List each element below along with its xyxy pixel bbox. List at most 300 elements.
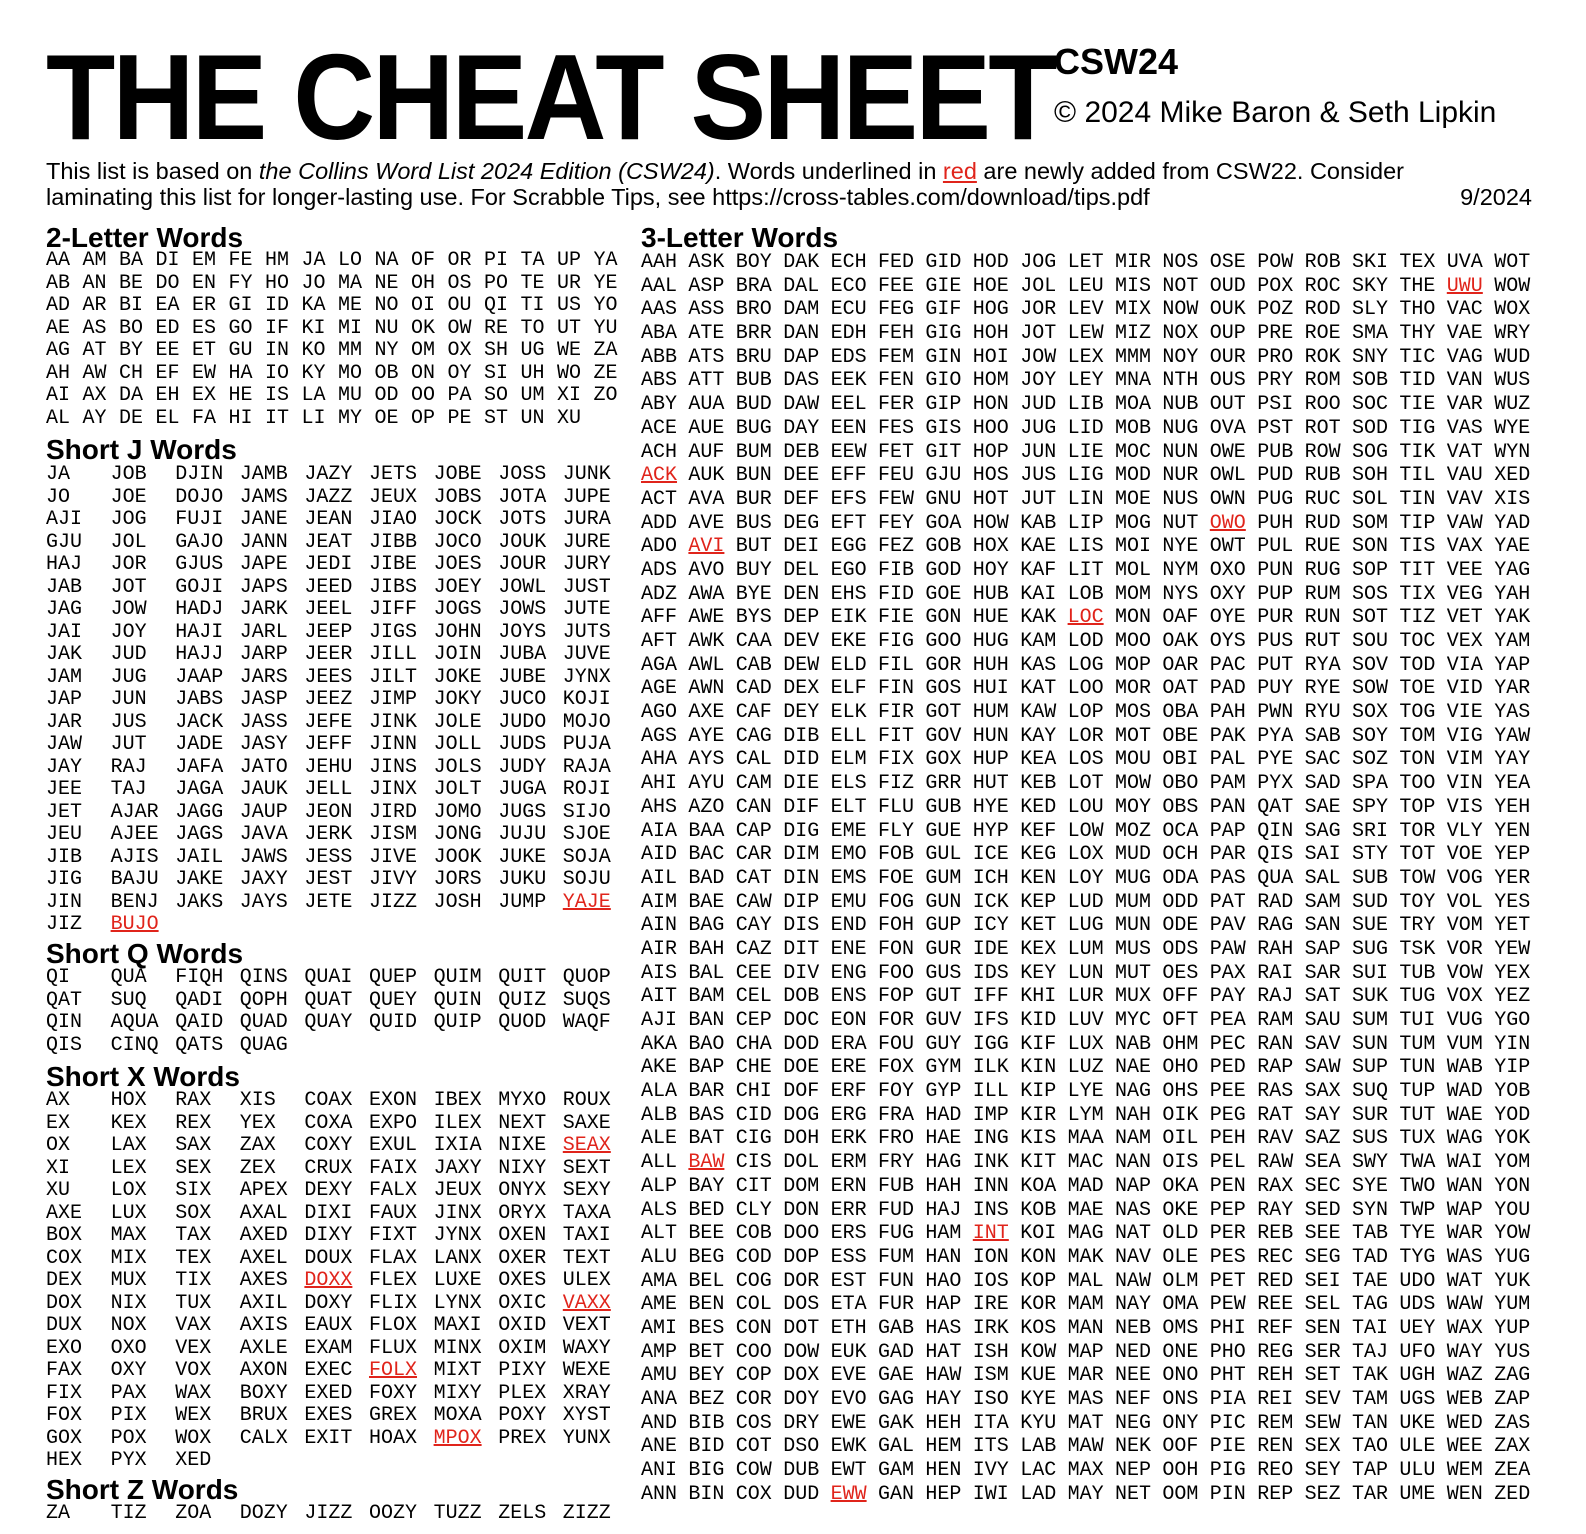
word: MAE: [1067, 1198, 1104, 1222]
word: JIZZ: [304, 1502, 353, 1525]
word: PYX: [110, 1449, 147, 1472]
word: GIF: [925, 298, 962, 322]
word: YUP: [1494, 1316, 1531, 1340]
word: KI: [301, 316, 326, 340]
word: GOT: [925, 701, 962, 725]
word: MUX: [110, 1269, 147, 1292]
word: GJUS: [175, 553, 224, 576]
word: FEG: [878, 298, 915, 322]
word: NAW: [1115, 1269, 1152, 1293]
word: JEES: [304, 665, 353, 689]
word: VEG: [1446, 582, 1483, 606]
word: PYA: [1257, 724, 1294, 748]
word: JEEP: [304, 620, 353, 644]
word: JOEY: [433, 575, 482, 599]
word: AUK: [688, 464, 725, 488]
word: TUM: [1399, 1032, 1436, 1056]
word: EEW: [830, 440, 867, 464]
word: XED: [1494, 464, 1531, 488]
word: BUB: [735, 369, 772, 393]
word: MOP: [1115, 653, 1152, 677]
word: AWL: [688, 653, 725, 677]
word: DOY: [783, 1388, 820, 1411]
word: PIG: [1209, 1459, 1246, 1483]
word: SUG: [1352, 937, 1389, 961]
word: GAG: [878, 1388, 915, 1411]
word: ULEX: [562, 1269, 611, 1292]
word: EHS: [830, 582, 867, 606]
word: ED: [155, 316, 180, 340]
word: VUM: [1446, 1032, 1483, 1056]
word: SEN: [1304, 1316, 1341, 1340]
word: SOZ: [1352, 748, 1389, 772]
word: FIL: [878, 653, 915, 677]
word: YES: [1494, 890, 1531, 914]
word: JAY: [46, 755, 83, 779]
word: NEB: [1115, 1316, 1152, 1340]
word: SOP: [1352, 558, 1389, 582]
word: OMA: [1162, 1293, 1199, 1317]
word: RUG: [1304, 558, 1341, 582]
word: YUG: [1494, 1245, 1531, 1269]
word: QUIT: [498, 966, 547, 989]
word: KEF: [1020, 819, 1057, 843]
word: INS: [972, 1198, 1009, 1222]
word: JEED: [304, 575, 353, 599]
word: FIT: [878, 724, 915, 748]
word: BEG: [688, 1245, 725, 1269]
word: DOX: [783, 1364, 820, 1388]
word: OXY: [110, 1359, 147, 1382]
word: MYC: [1115, 1009, 1152, 1032]
word: ELD: [830, 653, 867, 677]
word: JUS: [1020, 464, 1057, 488]
word: LOX: [1067, 843, 1104, 867]
word: BES: [688, 1316, 725, 1340]
word: PIA: [1209, 1388, 1246, 1411]
word: JOL: [110, 530, 147, 554]
word: FOXY: [369, 1381, 418, 1405]
word: RUC: [1304, 487, 1341, 511]
word: DEN: [783, 582, 820, 606]
word: ITS: [972, 1435, 1009, 1459]
word: PED: [1209, 1056, 1246, 1080]
word: NEF: [1115, 1388, 1152, 1411]
word: LOY: [1067, 866, 1104, 890]
word: VAE: [1446, 322, 1483, 346]
word: AGS: [641, 724, 678, 748]
word: DAY: [783, 416, 820, 440]
word: AXE: [46, 1201, 83, 1225]
word: DOR: [783, 1269, 820, 1293]
word: VAS: [1446, 416, 1483, 440]
word: TOD: [1399, 653, 1436, 677]
word: WED: [1446, 1411, 1483, 1435]
word: EIK: [830, 606, 867, 630]
word: DEB: [783, 440, 820, 464]
word: MOB: [1115, 416, 1152, 440]
word: LUN: [1067, 961, 1104, 985]
word: SOX: [1352, 701, 1389, 725]
word: MINX: [433, 1336, 482, 1360]
word: JERK: [304, 823, 353, 846]
word: YUK: [1494, 1269, 1531, 1293]
word: EE: [155, 339, 180, 362]
word: AW: [82, 361, 107, 385]
word: HAT: [925, 1340, 962, 1364]
word: AIS: [641, 961, 678, 985]
word: YEX: [1494, 961, 1531, 985]
word: ZAS: [1494, 1411, 1531, 1435]
word: SAW: [1304, 1056, 1341, 1080]
word: YIN: [1494, 1032, 1531, 1056]
word: OAR: [1162, 653, 1199, 677]
word: JOW: [110, 598, 147, 621]
word: DOJO: [175, 485, 224, 509]
word: ZE: [593, 361, 618, 385]
word: FRO: [878, 1127, 915, 1151]
word: JUGS: [498, 800, 547, 824]
word: TRY: [1399, 914, 1436, 938]
word: JOHN: [433, 620, 482, 644]
word: JOIN: [433, 643, 482, 666]
word: GOE: [925, 582, 962, 606]
word: SH: [484, 339, 509, 362]
word: NAM: [1115, 1127, 1152, 1151]
word: MAX: [110, 1224, 147, 1247]
word: JIFF: [369, 598, 418, 621]
word: HOD: [972, 251, 1009, 274]
word: DOXY: [304, 1291, 353, 1315]
word: NUT: [1162, 511, 1199, 535]
word: QUAT: [304, 988, 353, 1012]
word: EXPO: [369, 1111, 418, 1135]
word: SEL: [1304, 1293, 1341, 1317]
word: SAX: [1304, 1080, 1341, 1104]
word: NOY: [1162, 345, 1199, 369]
word: END: [830, 914, 867, 938]
word: PUP: [1257, 582, 1294, 606]
word: JUD: [1020, 393, 1057, 417]
word: NYE: [1162, 535, 1199, 559]
word: BUR: [735, 487, 772, 511]
word: LIS: [1067, 535, 1104, 559]
word: RUD: [1304, 511, 1341, 535]
intro-text: [46, 158, 1536, 210]
word: JOWS: [498, 598, 547, 621]
word: JABS: [175, 688, 224, 711]
word: ADS: [641, 558, 678, 582]
word: JACK: [175, 710, 224, 734]
word: SUR: [1352, 1103, 1389, 1127]
word: REF: [1257, 1316, 1294, 1340]
word: TUI: [1399, 1009, 1436, 1032]
word: MOD: [1115, 464, 1152, 488]
word: AB: [46, 271, 71, 295]
word: ERK: [830, 1127, 867, 1151]
word: VOM: [1446, 914, 1483, 938]
word: INK: [972, 1151, 1009, 1175]
word: LAD: [1020, 1482, 1057, 1506]
word: COX: [735, 1482, 772, 1506]
word: UH: [520, 361, 545, 385]
word: JIB: [46, 845, 83, 869]
word: NAG: [1115, 1080, 1152, 1104]
word: ROO: [1304, 393, 1341, 417]
word: AIA: [641, 819, 678, 843]
word: JEAN: [304, 508, 353, 531]
word: MAG: [1067, 1222, 1104, 1246]
word: FLAX: [369, 1246, 418, 1270]
word: SOJU: [562, 868, 611, 891]
word: FEW: [878, 487, 915, 511]
word: ROD: [1304, 298, 1341, 322]
word: MOJO: [562, 710, 611, 734]
word: AXE: [688, 701, 725, 725]
word: KYU: [1020, 1411, 1057, 1435]
word: DEX: [46, 1269, 83, 1292]
word: ELL: [830, 724, 867, 748]
word: KOA: [1020, 1174, 1057, 1198]
word: FLIX: [369, 1291, 418, 1315]
word: BUT: [735, 535, 772, 559]
word: OUS: [1209, 369, 1246, 393]
new-word: INT: [972, 1222, 1009, 1246]
word: JUVE: [562, 643, 611, 666]
word: TAP: [1352, 1459, 1389, 1483]
word: ORYX: [498, 1201, 547, 1225]
word: HEN: [925, 1459, 962, 1483]
word: AXIS: [239, 1314, 288, 1337]
word: JOCO: [433, 530, 482, 554]
word: CAR: [735, 843, 772, 867]
word: HUE: [972, 606, 1009, 630]
word: OHS: [1162, 1080, 1199, 1104]
word: AIL: [641, 866, 678, 890]
word: TOT: [1399, 843, 1436, 867]
word: FEH: [878, 322, 915, 346]
word: YO: [593, 294, 618, 317]
word: SAP: [1304, 937, 1341, 961]
word: NTH: [1162, 369, 1199, 393]
word: JILT: [369, 665, 418, 689]
word: LET: [1067, 251, 1104, 274]
word: BAG: [688, 914, 725, 938]
word: ZEA: [1494, 1459, 1531, 1483]
page-title: THE CHEAT SHEET: [46, 29, 1055, 165]
word: KAF: [1020, 558, 1057, 582]
word: AGA: [641, 653, 678, 677]
word: HEH: [925, 1411, 962, 1435]
word: SOC: [1352, 393, 1389, 417]
word: QOPH: [239, 988, 288, 1012]
word: QUAG: [239, 1033, 288, 1057]
word: HOM: [972, 369, 1009, 393]
word: CHE: [735, 1056, 772, 1080]
word: SEXY: [562, 1179, 611, 1202]
word: PAL: [1209, 748, 1246, 772]
word: OO: [411, 384, 436, 407]
word: KOI: [1020, 1222, 1057, 1246]
word: MA: [338, 271, 363, 295]
word: IDE: [972, 937, 1009, 961]
word: THO: [1399, 298, 1436, 322]
word: OKE: [1162, 1198, 1199, 1222]
word: FIR: [878, 701, 915, 725]
word: EON: [830, 1009, 867, 1032]
word: ET: [192, 339, 217, 362]
word: REO: [1257, 1459, 1294, 1483]
word: LOU: [1067, 795, 1104, 819]
word: PAR: [1209, 843, 1246, 867]
word: TUX: [175, 1291, 212, 1315]
word: DON: [783, 1198, 820, 1222]
word: ALL: [641, 1151, 678, 1175]
word: GAJO: [175, 530, 224, 554]
word: PWN: [1257, 701, 1294, 725]
word: ILL: [972, 1080, 1009, 1104]
word: ECO: [830, 274, 867, 298]
word: WRY: [1494, 322, 1531, 346]
word: SUN: [1352, 1032, 1389, 1056]
word: JADE: [175, 733, 224, 756]
new-word: DOXX: [304, 1269, 353, 1292]
word: IN: [265, 339, 290, 362]
word: LID: [1067, 416, 1104, 440]
word: MIZ: [1115, 322, 1152, 346]
intro-text-3: are newly added from CSW22. Consider: [976, 158, 1404, 184]
word: TIZ: [110, 1502, 147, 1525]
word: OBE: [1162, 724, 1199, 748]
word: RAY: [1257, 1198, 1294, 1222]
word: MAX: [1067, 1459, 1104, 1483]
word: GO: [228, 316, 253, 340]
word: JUTS: [562, 620, 611, 644]
word: SED: [1304, 1198, 1341, 1222]
word: OD: [374, 384, 399, 407]
word: KOS: [1020, 1316, 1057, 1340]
word: BEY: [688, 1364, 725, 1388]
word: PHT: [1209, 1364, 1246, 1388]
word: KAE: [1020, 535, 1057, 559]
word: UKE: [1399, 1411, 1436, 1435]
word: COL: [735, 1293, 772, 1317]
word: FUR: [878, 1293, 915, 1317]
word: DEV: [783, 630, 820, 653]
word: MAN: [1067, 1316, 1104, 1340]
word: BA: [119, 249, 144, 272]
word: SLY: [1352, 298, 1389, 322]
word: JYNX: [433, 1224, 482, 1247]
word: EDH: [830, 322, 867, 346]
word: DE: [119, 406, 144, 430]
word: BUM: [735, 440, 772, 464]
word: FEZ: [878, 535, 915, 559]
word: IXIA: [433, 1134, 482, 1157]
word: VUG: [1446, 1009, 1483, 1032]
word: AA: [46, 249, 71, 272]
word: DEXY: [304, 1179, 353, 1202]
word: LEU: [1067, 274, 1104, 298]
word: AMU: [641, 1364, 678, 1388]
word: JEFF: [304, 733, 353, 756]
word: JAZZ: [304, 485, 353, 509]
word: WAI: [1446, 1151, 1483, 1175]
word: FOH: [878, 914, 915, 938]
word: VIG: [1446, 724, 1483, 748]
word: ICK: [972, 890, 1009, 914]
word: ETA: [830, 1293, 867, 1317]
word: ASP: [688, 274, 725, 298]
word: RAW: [1257, 1151, 1294, 1175]
word: JONG: [433, 823, 482, 846]
word: GI: [228, 294, 253, 317]
word: GOX: [925, 748, 962, 772]
word: XIS: [1494, 487, 1531, 511]
new-word: SEAX: [562, 1134, 611, 1157]
word: LUR: [1067, 985, 1104, 1009]
word: JAPE: [239, 553, 288, 576]
word: JIZ: [46, 913, 83, 936]
word: JINN: [369, 733, 418, 756]
word: SOS: [1352, 582, 1389, 606]
word: OBA: [1162, 701, 1199, 725]
word: PUS: [1257, 630, 1294, 653]
word: ROJI: [562, 778, 611, 801]
word: EFF: [830, 464, 867, 488]
word: KAB: [1020, 511, 1057, 535]
word: ING: [972, 1127, 1009, 1151]
word: XI: [557, 384, 582, 407]
word: DAW: [783, 393, 820, 417]
word: FAUX: [369, 1201, 418, 1225]
word: RUE: [1304, 535, 1341, 559]
word: WUS: [1494, 369, 1531, 393]
word: CAD: [735, 677, 772, 701]
word: JUT: [1020, 487, 1057, 511]
word: BRR: [735, 322, 772, 346]
word: TAXI: [562, 1224, 611, 1247]
word: OBI: [1162, 748, 1199, 772]
word: ELK: [830, 701, 867, 725]
word: CIT: [735, 1174, 772, 1198]
word: EFS: [830, 487, 867, 511]
word: AHI: [641, 772, 678, 796]
new-word: BUJO: [110, 913, 159, 936]
word: AJI: [641, 1009, 678, 1032]
word: TIZ: [1399, 606, 1436, 630]
word: JOT: [1020, 322, 1057, 346]
word: NOX: [1162, 322, 1199, 346]
word: YON: [1494, 1174, 1531, 1198]
word: OOH: [1162, 1459, 1199, 1483]
word: VOW: [1446, 961, 1483, 985]
word: TAXA: [562, 1201, 611, 1225]
word: JURY: [562, 553, 611, 576]
word: YU: [593, 316, 618, 340]
word: WAX: [1446, 1316, 1483, 1340]
word: JEAT: [304, 530, 353, 554]
word: ETH: [830, 1316, 867, 1340]
word: OHO: [1162, 1056, 1199, 1080]
word: YAP: [1494, 653, 1531, 677]
word: PUJA: [562, 733, 611, 756]
word: OMS: [1162, 1316, 1199, 1340]
word: HAO: [925, 1269, 962, 1293]
word: SIJO: [562, 800, 611, 824]
word: ONYX: [498, 1179, 547, 1202]
word: DA: [119, 384, 144, 407]
